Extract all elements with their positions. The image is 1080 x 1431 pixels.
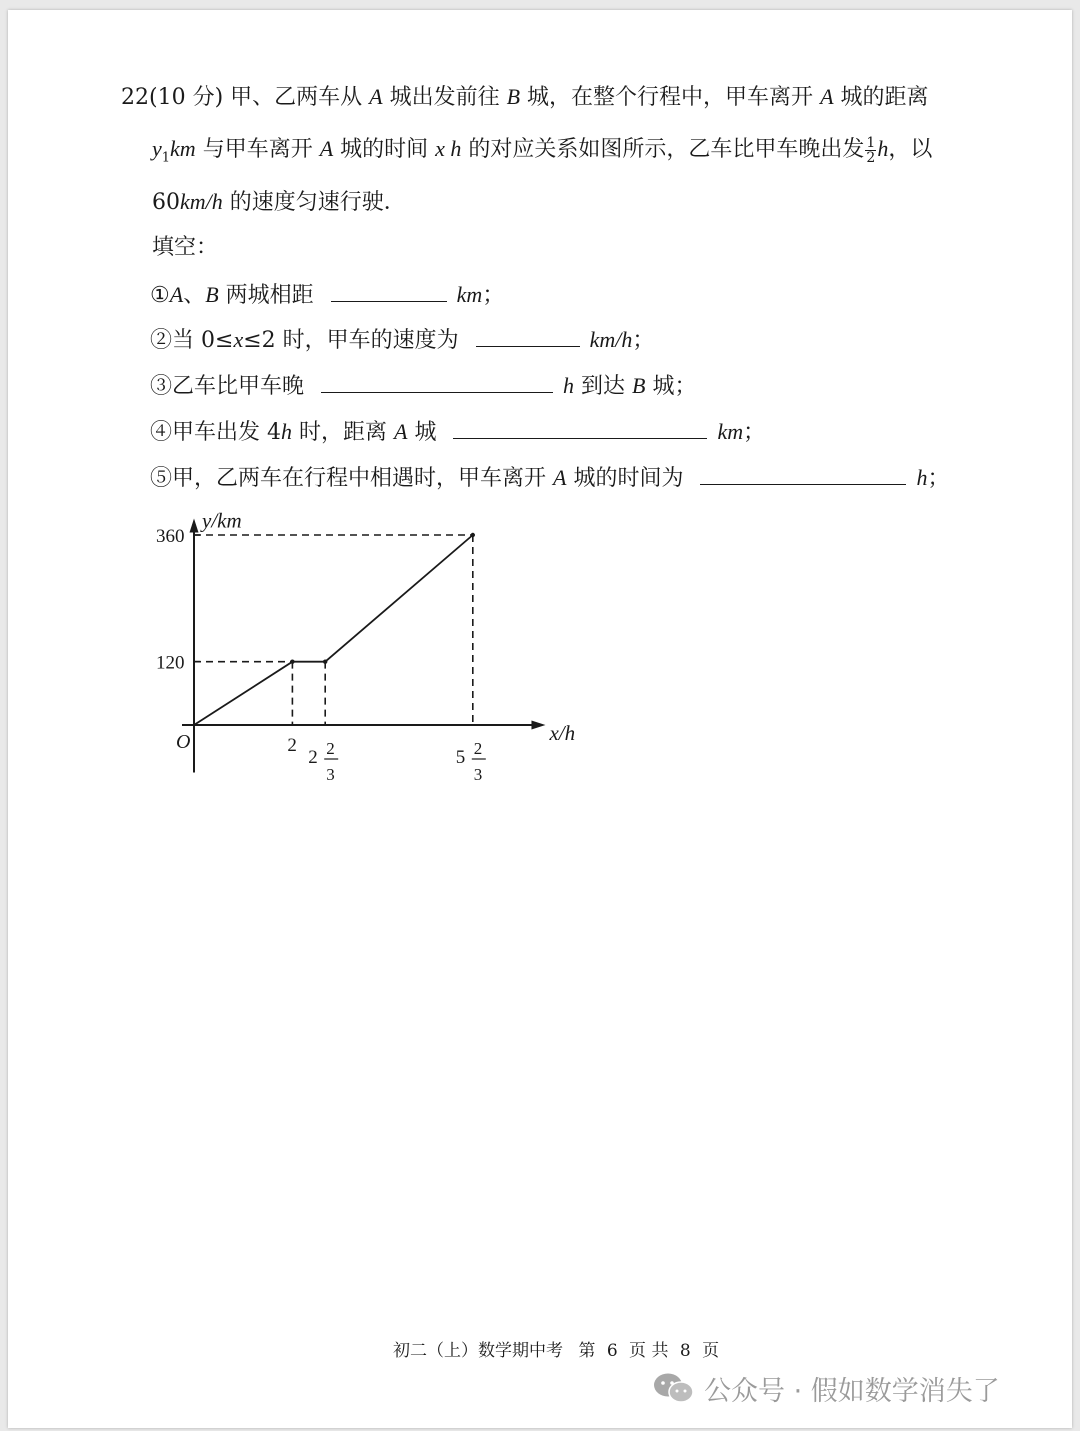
question-line-1: 22(10 分) 甲、乙两车从 A 城出发前往 B 城，在整个行程中，甲车离开 A 城的距离	[121, 84, 929, 110]
fraction-one-half: $\frac{1}{2}$	[866, 134, 876, 166]
y-axis-arrow	[190, 518, 199, 532]
data-point	[471, 533, 475, 537]
question-number: 22(10 分)	[121, 85, 224, 110]
fill-in-label: 填空：	[152, 235, 219, 260]
wechat-icon	[652, 1371, 696, 1405]
y-axis-label: y/km	[202, 508, 242, 533]
x-tick-numerator: 2	[326, 739, 335, 758]
x-tick-whole: 5	[455, 747, 466, 768]
item-2: ②当 0≤x≤2 时，甲车的速度为 km/h；	[150, 324, 654, 356]
x-tick-label: 2	[287, 735, 297, 756]
item-5: ⑤甲，乙两车在行程中相遇时，甲车离开 A 城的时间为 h；	[150, 462, 949, 494]
y-tick-label: 120	[156, 652, 185, 674]
x-axis-arrow	[531, 721, 545, 730]
x-tick-denominator: 3	[473, 765, 483, 784]
distance-series-line	[194, 535, 473, 725]
question-line-3: 60km/h 的速度匀速行驶．	[152, 189, 406, 215]
exam-page	[8, 10, 1072, 1428]
data-point	[323, 659, 327, 663]
origin-label: O	[176, 731, 191, 753]
data-point	[290, 659, 294, 663]
x-tick-numerator: 2	[473, 739, 483, 758]
distance-time-graph	[8, 10, 1072, 1428]
item-1: ①A、B 两城相距 km；	[150, 279, 504, 311]
question-line-2: $y_1km$ 与甲车离开 A 城的时间 x h 的对应关系如图所示，乙车比甲车晚出发 $\frac{1}{2}$ h，以	[152, 134, 933, 166]
x-axis-label: x/h	[549, 721, 576, 745]
item-3: ③乙车比甲车晚 h 到达 B 城；	[150, 370, 696, 402]
y-tick-label: 360	[156, 526, 185, 547]
item-4: ④甲车出发 4h 时，距离 A 城 km；	[150, 416, 765, 448]
watermark-text: 公众号 · 假如数学消失了	[704, 1375, 1000, 1407]
watermark	[652, 1368, 1000, 1408]
x-tick-denominator: 3	[326, 765, 335, 784]
page-footer: 初二（上）数学期中考 第 6 页 共 8 页	[393, 1341, 720, 1361]
x-tick-whole: 2	[308, 747, 318, 768]
